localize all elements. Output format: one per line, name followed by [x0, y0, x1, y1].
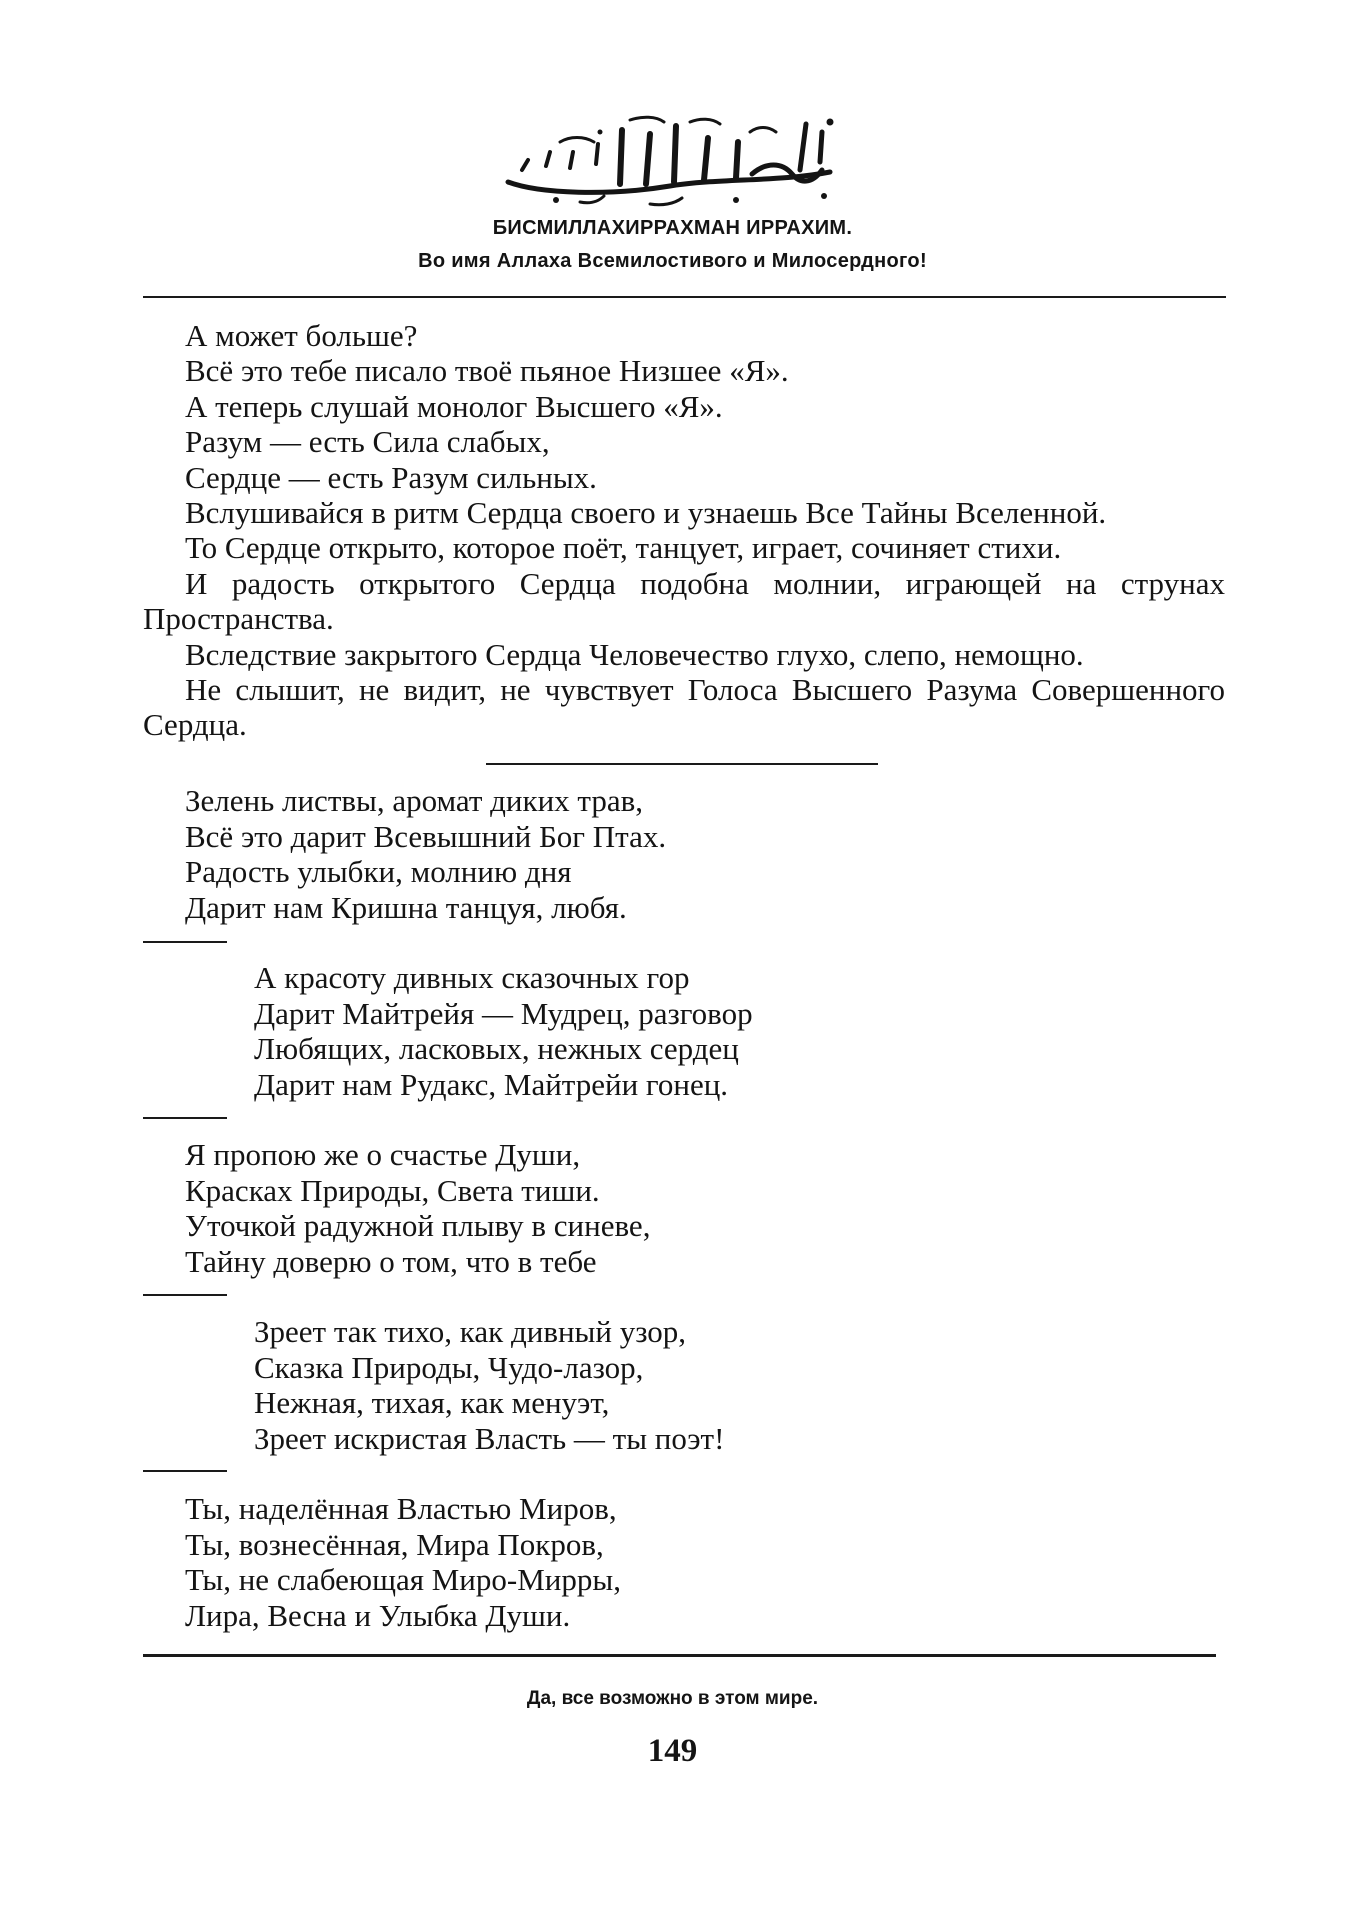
stanza-divider [143, 1470, 227, 1472]
prose-paragraph: Разум — есть Сила слабых, [185, 424, 550, 460]
arabic-calligraphy-basmala [500, 112, 850, 212]
prose-paragraph: То Сердце открыто, которое поёт, танцует, играет, сочиняет стихи. [185, 530, 1062, 566]
prose-paragraph: Не слышит, не видит, не чувствует Голоса Высшего Разума Совершенного Сердца. [143, 672, 1225, 743]
poem-line: Всё это дарит Всевышний Бог Птах. [185, 818, 667, 854]
poem-line: Сказка Природы, Чудо-лазор, [254, 1349, 644, 1385]
poem-line: Дарит нам Кришна танцуя, любя. [185, 889, 627, 925]
footer-running-title: Да, все возможно в этом мире. [526, 1688, 819, 1709]
poem-line: Красках Природы, Света тиши. [185, 1172, 600, 1208]
poem-line: Зреет так тихо, как дивный узор, [254, 1314, 687, 1349]
poem-stanza-5 [185, 1491, 621, 1633]
poem-line: Уточкой радужной плыву в синеве, [185, 1208, 651, 1243]
poem-line: Дарит Майтрейя — Мудрец, разговор [254, 995, 753, 1031]
poem-line: Ты, наделённая Властью Миров, [185, 1491, 617, 1526]
footer-divider [143, 1654, 1216, 1657]
stanza-divider [143, 1294, 227, 1296]
prose-paragraph: И радость открытого Сердца подобна молнии, играющей на струнах Пространства. [143, 565, 1225, 637]
prose-paragraph: Сердце — есть Разум сильных. [185, 459, 597, 495]
page-number: 149 [647, 1733, 698, 1769]
poem-line: Лира, Весна и Улыбка Души. [185, 1597, 571, 1633]
stanza-divider [143, 941, 227, 943]
poem-line: Ты, вознесённая, Мира Покров, [185, 1526, 604, 1562]
prose-section [143, 318, 1225, 743]
header-divider [143, 296, 1226, 298]
poem-line: Ты, не слабеющая Миро-Мирры, [185, 1562, 621, 1597]
prose-paragraph: А может больше? [185, 318, 418, 353]
section-divider [486, 763, 878, 765]
poem-line: Тайну доверю о том, что в тебе [185, 1243, 597, 1279]
poem-stanza-1 [185, 783, 666, 925]
poem-stanza-2 [254, 960, 753, 1102]
prose-paragraph: Вследствие закрытого Сердца Человечество глухо, слепо, немощно. [185, 636, 1084, 672]
prose-paragraph: А теперь слушай монолог Высшего «Я». [185, 388, 723, 424]
poem-stanza-4 [254, 1314, 724, 1456]
poem-line: А красоту дивных сказочных гор [254, 960, 690, 995]
stanza-divider [143, 1117, 227, 1119]
header-title: БИСМИЛЛАХИРРАХМАН ИРРАХИМ. [492, 217, 853, 239]
poem-line: Зреет искристая Власть — ты поэт! [254, 1420, 725, 1456]
poem-line: Я пропою же о счастье Души, [185, 1137, 581, 1172]
poem-line: Дарит нам Рудакс, Майтрейи гонец. [254, 1066, 729, 1102]
prose-paragraph: Всё это тебе писало твоё пьяное Низшее «Я». [185, 353, 789, 389]
poem-line: Зелень листвы, аромат диких трав, [185, 783, 643, 818]
poem-line: Нежная, тихая, как менуэт, [254, 1385, 610, 1420]
prose-paragraph: Вслушивайся в ритм Сердца своего и узнаешь Все Тайны Вселенной. [185, 495, 1107, 531]
poem-line: Любящих, ласковых, нежных сердец [254, 1031, 739, 1066]
poem-stanza-3 [185, 1137, 650, 1279]
header-subtitle: Во имя Аллаха Всемилостивого и Милосердного! [418, 250, 927, 272]
poem-line: Радость улыбки, молнию дня [185, 854, 572, 889]
